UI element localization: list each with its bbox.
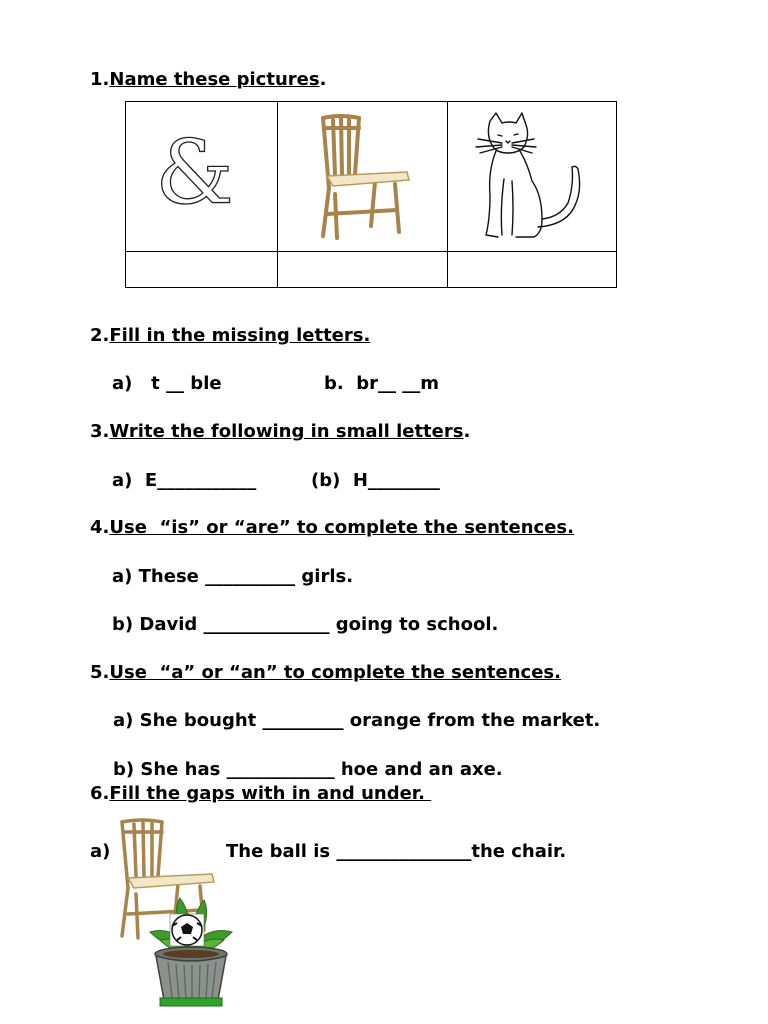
q6-number: 6. — [90, 783, 110, 804]
q2-number: 2. — [90, 325, 110, 346]
answer-cell-1[interactable] — [126, 252, 278, 288]
q2-item-a: a) t __ ble — [112, 373, 222, 394]
q5-heading — [90, 664, 561, 682]
q2-heading — [90, 327, 370, 345]
q6-item-a-text: The ball is _______________the chair. — [226, 841, 567, 862]
cat-image — [472, 109, 592, 245]
q3-item-a: a) E___________ — [112, 470, 257, 491]
chair-image — [313, 114, 413, 240]
q3-number: 3. — [90, 421, 110, 442]
answer-cell-3[interactable] — [448, 252, 617, 288]
q4-number: 4. — [90, 517, 110, 538]
q5-number: 5. — [90, 662, 110, 683]
q4-title: Use “is” or “are” to complete the sentences. — [109, 517, 574, 538]
q5-title: Use “a” or “an” to complete the sentences. — [109, 662, 561, 683]
ampersand-image: & — [155, 120, 234, 224]
q6-heading — [90, 785, 431, 803]
q6-title: Fill the gaps with in and under. — [109, 783, 432, 804]
picture-cell-cat — [448, 102, 617, 252]
q2-item-b: b. br__ __m — [324, 373, 440, 394]
q3-item-b: (b) H________ — [311, 470, 440, 491]
q3-title: Write the following in small letters — [109, 421, 464, 442]
q6-item-a-label: a) — [90, 841, 111, 862]
picture-table — [125, 101, 617, 288]
q4-heading — [90, 519, 574, 537]
plant-pot-image — [146, 896, 236, 1010]
q5-item-b: b) She has ____________ hoe and an axe. — [113, 759, 503, 780]
answer-cell-2[interactable] — [278, 252, 448, 288]
q3-heading — [90, 423, 470, 441]
q2-title: Fill in the missing letters. — [109, 325, 371, 346]
q1-number: 1. — [90, 69, 110, 90]
picture-cell-ampersand — [126, 102, 278, 252]
q1-heading — [90, 71, 326, 89]
q4-item-b: b) David ______________ going to school. — [112, 614, 499, 635]
q5-item-a: a) She bought _________ orange from the market. — [113, 710, 601, 731]
q1-title: Name these pictures — [109, 69, 320, 90]
picture-cell-chair — [278, 102, 448, 252]
q3-period: . — [463, 421, 471, 442]
q4-item-a: a) These __________ girls. — [112, 566, 354, 587]
q1-period: . — [319, 69, 327, 90]
